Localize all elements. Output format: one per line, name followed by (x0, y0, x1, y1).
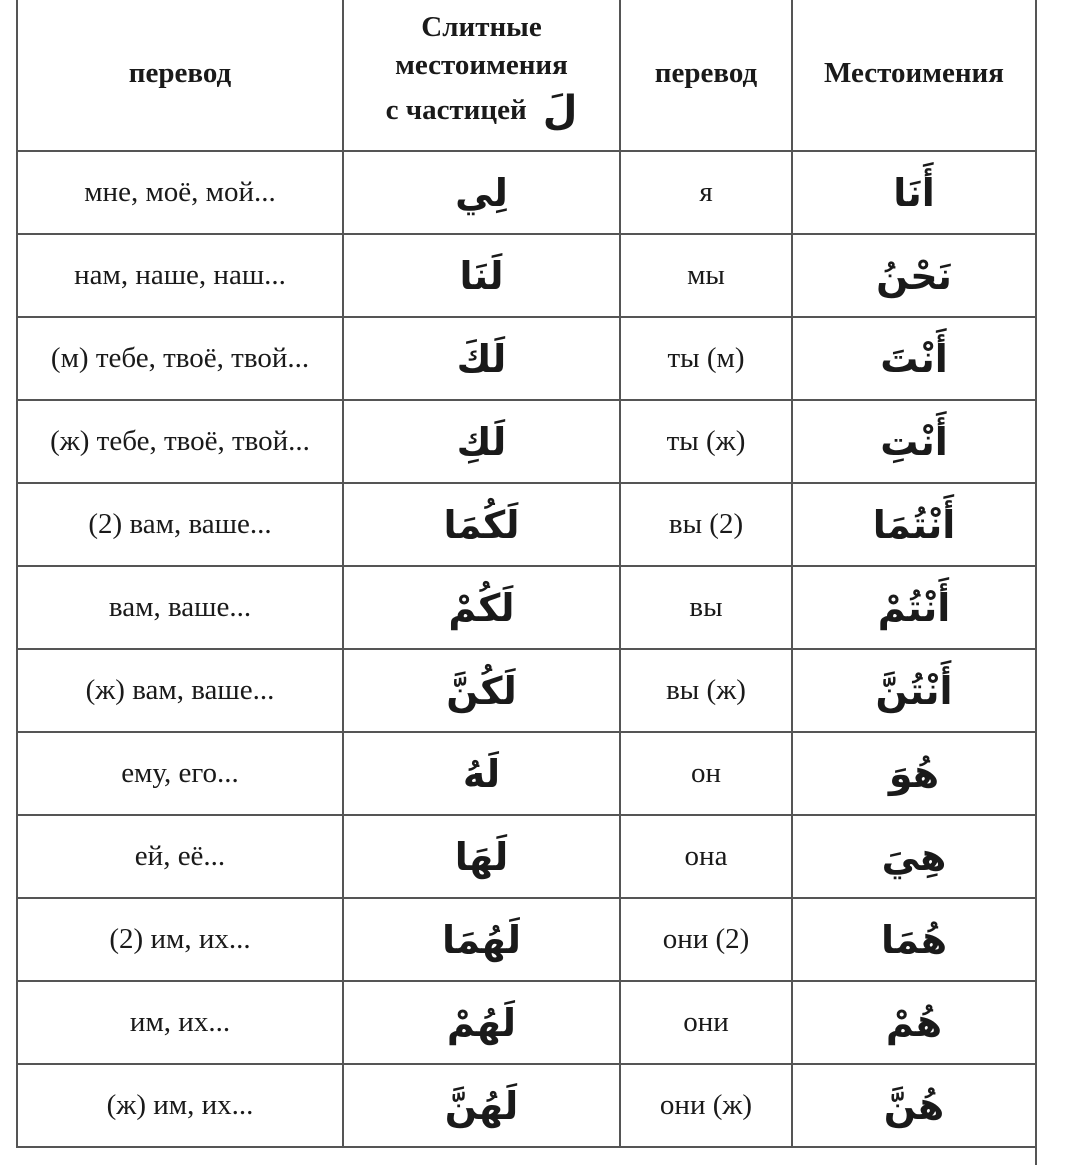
cell-translation-attached: ему, его... (121, 757, 239, 789)
cell-translation-cell (620, 981, 792, 1064)
header-attached-pronouns (343, 0, 620, 151)
cell-translation-attached-cell (17, 732, 343, 815)
cell-translation: они (683, 1006, 729, 1038)
header-pronouns: Местоимения (792, 0, 1036, 151)
table-header-row (17, 0, 1036, 151)
cell-pronoun-cell (792, 234, 1036, 317)
cell-attached-pronoun: لَكُمْ (448, 585, 515, 630)
cell-translation-attached-cell (17, 566, 343, 649)
cell-pronoun: أَنْتُنَّ (875, 668, 953, 713)
table-row (17, 649, 1036, 732)
header-attached-line2: местоимения (395, 49, 568, 81)
cell-translation: они (ж) (659, 1089, 753, 1121)
cell-translation-attached-cell (17, 649, 343, 732)
table-row (17, 566, 1036, 649)
cell-attached-pronoun: لَهُ (462, 751, 501, 796)
cell-translation-attached: (ж) им, их... (106, 1089, 254, 1121)
cell-translation-attached: (м) тебе, твоё, твой... (50, 342, 310, 374)
cell-attached-pronoun-cell (343, 483, 620, 566)
cell-translation-attached-cell (17, 151, 343, 234)
cell-translation-attached-cell (17, 483, 343, 566)
cell-attached-pronoun: لَكِ (456, 419, 507, 464)
table-body (17, 151, 1036, 1147)
page-right-border (1035, 0, 1037, 1165)
cell-pronoun-cell (792, 566, 1036, 649)
cell-attached-pronoun-cell (343, 566, 620, 649)
cell-pronoun-cell (792, 815, 1036, 898)
cell-pronoun: أَنْتَ (880, 336, 948, 381)
cell-pronoun: هُمْ (885, 1000, 943, 1045)
cell-translation: ты (м) (667, 342, 745, 374)
cell-attached-pronoun-cell (343, 400, 620, 483)
header-translation: перевод (620, 0, 792, 151)
cell-translation: они (2) (662, 923, 750, 955)
cell-pronoun-cell (792, 732, 1036, 815)
cell-attached-pronoun: لَهُمْ (446, 1000, 517, 1045)
pronoun-table (16, 0, 1037, 1148)
cell-translation-attached-cell (17, 898, 343, 981)
cell-pronoun-cell (792, 981, 1036, 1064)
cell-pronoun-cell (792, 649, 1036, 732)
table-row (17, 483, 1036, 566)
cell-pronoun: هُنَّ (883, 1083, 945, 1128)
cell-attached-pronoun: لَهَا (454, 834, 509, 879)
cell-translation-attached: (2) вам, ваше... (88, 508, 272, 540)
cell-translation-attached-cell (17, 400, 343, 483)
cell-pronoun: نَحْنُ (876, 253, 952, 298)
cell-translation-cell (620, 898, 792, 981)
cell-pronoun-cell (792, 483, 1036, 566)
cell-pronoun-cell (792, 151, 1036, 234)
cell-translation-attached-cell (17, 981, 343, 1064)
cell-translation: вы (2) (668, 508, 744, 540)
cell-attached-pronoun: لِي (455, 170, 508, 215)
cell-translation-attached: им, их... (129, 1006, 231, 1038)
cell-attached-pronoun-cell (343, 649, 620, 732)
table-row (17, 317, 1036, 400)
table-row (17, 898, 1036, 981)
cell-pronoun-cell (792, 1064, 1036, 1147)
cell-pronoun-cell (792, 898, 1036, 981)
cell-pronoun: أَنْتِ (880, 419, 948, 464)
cell-attached-pronoun: لَكُنَّ (446, 668, 517, 713)
cell-translation-attached-cell (17, 234, 343, 317)
cell-translation-attached: (2) им, их... (109, 923, 251, 955)
cell-translation-attached: (ж) тебе, твоё, твой... (50, 425, 310, 457)
cell-translation-attached: мне, моё, мой... (84, 176, 276, 208)
header-particle-lam: لَ (542, 87, 578, 134)
cell-pronoun: هُوَ (888, 751, 940, 796)
cell-translation: она (684, 840, 728, 872)
cell-attached-pronoun: لَكَ (456, 336, 507, 381)
cell-translation-cell (620, 317, 792, 400)
cell-translation-attached: ей, её... (134, 840, 226, 872)
cell-attached-pronoun-cell (343, 1064, 620, 1147)
cell-translation-attached: (ж) вам, ваше... (85, 674, 275, 706)
table-row (17, 400, 1036, 483)
cell-pronoun: هُمَا (880, 917, 948, 962)
cell-pronoun: هِيَ (881, 834, 947, 879)
table-row (17, 732, 1036, 815)
cell-translation-attached-cell (17, 815, 343, 898)
cell-attached-pronoun-cell (343, 898, 620, 981)
cell-translation-cell (620, 400, 792, 483)
cell-translation-cell (620, 483, 792, 566)
table-row (17, 1064, 1036, 1147)
header-translation-attached: перевод (17, 0, 343, 151)
cell-pronoun: أَنَا (893, 170, 935, 215)
cell-pronoun: أَنْتُمَا (872, 502, 956, 547)
cell-translation: ты (ж) (666, 425, 746, 457)
header-with-particle-label: с частицей (385, 93, 527, 126)
cell-attached-pronoun: لَكُمَا (443, 502, 520, 547)
table-row (17, 151, 1036, 234)
cell-translation: вы (689, 591, 723, 623)
cell-translation: мы (687, 259, 725, 291)
cell-attached-pronoun-cell (343, 151, 620, 234)
cell-translation-cell (620, 649, 792, 732)
table-row (17, 815, 1036, 898)
cell-translation-attached-cell (17, 1064, 343, 1147)
table-row (17, 234, 1036, 317)
cell-attached-pronoun: لَنَا (459, 253, 504, 298)
cell-translation: он (690, 757, 722, 789)
cell-pronoun-cell (792, 317, 1036, 400)
cell-translation: вы (ж) (666, 674, 746, 706)
cell-attached-pronoun-cell (343, 981, 620, 1064)
cell-translation-cell (620, 815, 792, 898)
cell-translation-attached: нам, наше, наш... (74, 259, 286, 291)
cell-attached-pronoun-cell (343, 732, 620, 815)
cell-translation-cell (620, 732, 792, 815)
header-attached-line3 (386, 85, 578, 137)
cell-translation: я (699, 176, 713, 208)
cell-translation-attached-cell (17, 317, 343, 400)
table-row (17, 981, 1036, 1064)
cell-translation-attached: вам, ваше... (108, 591, 252, 623)
cell-translation-cell (620, 1064, 792, 1147)
cell-attached-pronoun-cell (343, 234, 620, 317)
cell-attached-pronoun-cell (343, 317, 620, 400)
cell-pronoun: أَنْتُمْ (877, 585, 951, 630)
cell-pronoun-cell (792, 400, 1036, 483)
cell-translation-cell (620, 566, 792, 649)
cell-attached-pronoun-cell (343, 815, 620, 898)
cell-attached-pronoun: لَهُنَّ (444, 1083, 519, 1128)
header-attached-line1: Слитные (421, 11, 542, 44)
header-attached-pronouns-text (386, 9, 578, 136)
cell-translation-cell (620, 234, 792, 317)
cell-translation-cell (620, 151, 792, 234)
cell-attached-pronoun: لَهُمَا (441, 917, 522, 962)
